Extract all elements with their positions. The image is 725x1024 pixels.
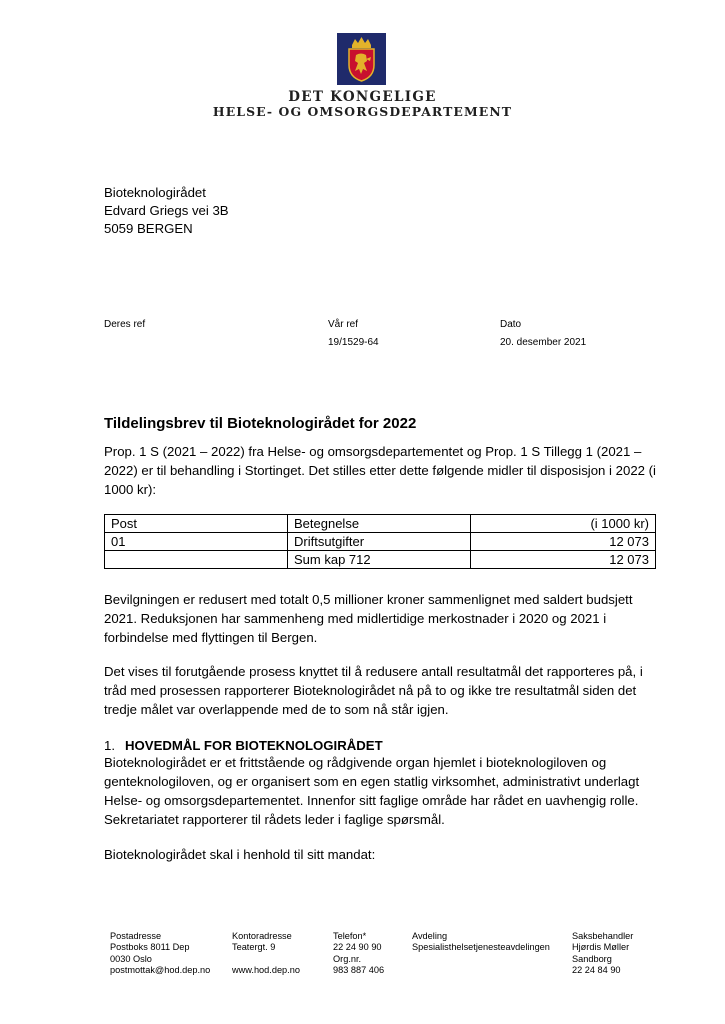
table-header-cell: Post (105, 515, 288, 533)
intro-paragraph: Prop. 1 S (2021 – 2022) fra Helse- og omsorgsdepartementet og Prop. 1 S Tillegg 1 (2021 – 2022) er til behandling i Stortinget. Det stilles etter dette følgende midler til disposisjon i 2022 (i 1000 kr): (104, 444, 656, 497)
footer-label: Saksbehandler (572, 931, 634, 941)
footer-label: Avdeling (412, 931, 448, 941)
table-cell: Sum kap 712 (288, 551, 471, 569)
footer-text: Spesialisthelsetjenesteavdelingen (412, 942, 550, 953)
budget-table (104, 514, 656, 569)
footer-text: Hjørdis Møller (572, 942, 630, 953)
process-paragraph: Det vises til forutgående prosess knyttet til å redusere antall resultatmål det rapporteres på, i tråd med prosessen rapporterer Bioteknologirådet nå på to og ikke tre resultatmål siden det tredje målet var overlappende med de to som nå står igjen. (104, 664, 643, 717)
table-cell: 01 (105, 533, 288, 551)
var-ref-value: 19/1529-64 (328, 337, 379, 348)
section-1-heading (104, 738, 383, 753)
footer-text: Org.nr. (333, 953, 362, 964)
table-header-row (105, 515, 656, 533)
footer-label: Kontoradresse (232, 931, 292, 941)
footer-text: 22 24 90 90 (333, 942, 382, 953)
footer-text: 0030 Oslo (110, 953, 152, 964)
table-cell (105, 551, 288, 569)
footer-text (232, 954, 300, 965)
section-1-body: Bioteknologirådet er et frittstående og rådgivende organ hjemlet i bioteknologiloven og genteknologiloven, og er organisert som en egen statlig virksomhet, administrativt underlagt Helse- og omsorgsdepartementet. Innenfor sitt faglige område har rådet en uavhengig rolle. Sekretariatet rapporterer til rådets leder i faglige spørsmål. (104, 755, 640, 827)
recipient-address (104, 184, 229, 238)
footer-kontoradresse (232, 931, 300, 976)
footer-text: Postboks 8011 Dep (110, 942, 190, 953)
dato-value: 20. desember 2021 (500, 337, 587, 348)
table-row (105, 533, 656, 551)
footer-email-link[interactable]: postmottak@hod.dep.no (110, 964, 211, 975)
footer-text: 983 887 406 (333, 964, 385, 975)
footer-saksbehandler (572, 931, 633, 976)
footer-text: Sandborg (572, 953, 612, 964)
coat-of-arms-icon (337, 33, 386, 85)
footer-text: Teatergt. 9 (232, 942, 276, 953)
table-cell: 12 073 (471, 551, 656, 569)
var-ref-label: Vår ref (328, 319, 359, 330)
recipient-street: Edvard Griegs vei 3B (104, 203, 229, 218)
mandate-paragraph: Bioteknologirådet skal i henhold til sitt mandat: (104, 847, 376, 862)
footer-text: 22 24 84 90 (572, 964, 621, 975)
department-name-line2: HELSE- OG OMSORGSDEPARTEMENT (212, 104, 513, 119)
dato-label: Dato (500, 319, 522, 330)
table-header-cell: Betegnelse (288, 515, 471, 533)
reduction-paragraph: Bevilgningen er redusert med totalt 0,5 millioner kroner sammenlignet med saldert budsjett 2021. Reduksjonen har sammenheng med midlertidige merkostnader i 2020 og 2021 i forbindelse med flyttingen til Bergen. (104, 592, 633, 645)
table-header-cell: (i 1000 kr) (471, 515, 656, 533)
footer-label: Postadresse (110, 931, 162, 941)
table-cell: Driftsutgifter (288, 533, 471, 551)
deres-ref-label: Deres ref (104, 319, 146, 330)
department-name-line1: DET KONGELIGE (288, 89, 437, 105)
recipient-city: 5059 BERGEN (104, 221, 193, 236)
section-title: HOVEDMÅL FOR BIOTEKNOLOGIRÅDET (125, 738, 383, 753)
document-title: Tildelingsbrev til Bioteknologirådet for 2022 (104, 415, 417, 432)
footer-label: Telefon* (333, 931, 367, 941)
table-row (105, 551, 656, 569)
footer-website-link[interactable]: www.hod.dep.no (232, 964, 300, 975)
footer-telefon (333, 931, 384, 976)
footer-postadresse (110, 931, 210, 976)
footer-avdeling (412, 931, 550, 954)
section-number: 1. (104, 738, 115, 753)
recipient-name: Bioteknologirådet (104, 185, 206, 200)
table-cell: 12 073 (471, 533, 656, 551)
